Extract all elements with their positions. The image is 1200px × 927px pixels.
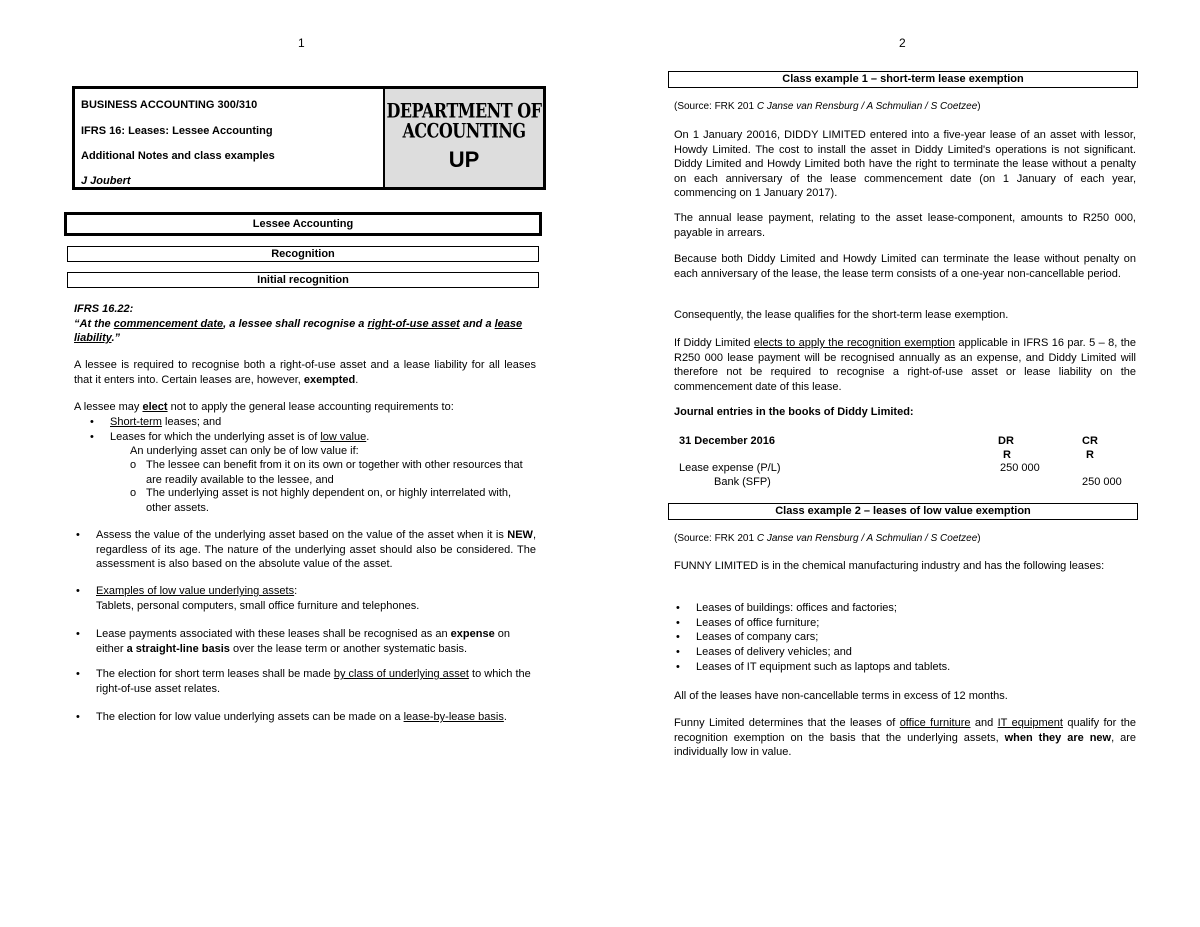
list-item: • Lease payments associated with these leases shall be recognised as an expense on either a straight-line basis over the lease term or another systematic basis.: [76, 628, 510, 655]
quote-text: and a: [459, 317, 495, 330]
text: on either: [96, 628, 510, 655]
list-item: • Leases of company cars;: [676, 630, 1136, 645]
list-item: • Leases of IT equipment such as laptops and tablets.: [676, 660, 1136, 675]
list-item: • Leases of buildings: offices and factories;: [676, 601, 1136, 616]
text: .: [355, 373, 359, 386]
text: leases; and: [161, 416, 222, 428]
example-1-paragraph: Consequently, the lease qualifies for the short-term lease exemption.: [674, 309, 1009, 321]
text: If Diddy Limited: [674, 337, 754, 349]
text: not to apply the general lease accounting requirements to:: [167, 401, 454, 413]
text: low value: [320, 431, 367, 443]
journal-date: 31 December 2016: [679, 435, 776, 447]
low-value-condition: An underlying asset can only be of low value if:: [130, 445, 359, 457]
quote-text: .”: [111, 332, 121, 345]
journal-dr-unit: R: [1003, 449, 1011, 461]
example-1-paragraph: Because both Diddy Limited and Howdy Limited can terminate the lease without penalty on each anniversary of the lease, the lease term consists of a one-year non-cancellable period.: [674, 253, 1136, 280]
list-item: • The election for low value underlying assets can be made on a lease-by-lease basis.: [76, 711, 507, 723]
text: Tablets, personal computers, small office furniture and telephones.: [96, 599, 420, 612]
journal-row-cr: 250 000: [1082, 476, 1122, 488]
notes-title: Additional Notes and class examples: [81, 150, 275, 162]
text: :: [294, 585, 298, 597]
text: .: [366, 431, 370, 443]
text: IT equipment: [997, 717, 1063, 729]
paragraph-elect: [74, 400, 536, 415]
example-1-title: Class example 1 – short-term lease exemption: [668, 71, 1138, 88]
department-logo: [385, 89, 543, 187]
text: C Janse van Rensburg / A Schmulian / S Coetzee: [756, 101, 978, 112]
header-course-info: [75, 89, 385, 187]
ifrs-quote: [74, 302, 536, 346]
example-2-title: Class example 2 – leases of low value exemption: [668, 503, 1138, 520]
text: , are individually low in value.: [674, 731, 1136, 759]
text: Leases of IT equipment such as laptops and tablets.: [696, 661, 951, 673]
journal-cr-unit: R: [1086, 449, 1094, 461]
journal-row-label: Bank (SFP): [714, 476, 771, 488]
quote-text: “At the: [74, 317, 114, 330]
section-title-initial: Initial recognition: [67, 272, 539, 288]
text: A lessee may: [74, 401, 143, 413]
dept-line-2: ACCOUNTING: [402, 118, 526, 143]
text: A lessee is required to recognise both a right-of-use asset and a lease liability for all leases that it enters into. Certain leases are, however,: [74, 359, 536, 386]
text: Funny Limited determines that the leases of: [674, 717, 900, 729]
section-title-recognition: Recognition: [67, 246, 539, 262]
text: Short-term: [110, 416, 162, 428]
page-2: [600, 0, 1200, 927]
list-item: • Assess the value of the underlying asset based on the value of the asset when it is NEW, regardless of its age. The nature of the underlying asset should also be considered. The assessment is also based on the absolute value of the asset.: [76, 529, 536, 571]
text: C Janse van Rensburg / A Schmulian / S Coetzee: [756, 533, 978, 544]
text: office furniture: [899, 717, 971, 729]
text: by class of underlying asset: [333, 668, 469, 680]
text-bold: when they are new: [1004, 731, 1112, 744]
quote-term: lease liability: [74, 317, 523, 345]
text: (Source: FRK 201: [674, 533, 757, 544]
list-item: • Leases for which the underlying asset is of low value.: [90, 431, 370, 443]
journal-row-dr: 250 000: [1000, 462, 1040, 474]
text: and: [970, 717, 998, 729]
list-item: • Leases of delivery vehicles; and: [676, 645, 1136, 660]
example-2-source: [674, 532, 1136, 547]
journal-row-label: Lease expense (P/L): [679, 462, 781, 474]
list-item: • Short-term leases; and: [90, 416, 222, 428]
dept-line-1: DEPARTMENT OF: [386, 98, 542, 123]
author: J Joubert: [81, 175, 131, 187]
example-1-paragraph: [674, 336, 1136, 394]
text: Assess the value of the underlying asset based on the value of the asset when it is: [96, 529, 508, 541]
example-1-source: [674, 100, 1136, 115]
text: applicable in IFRS 16 par. 5 – 8, the R250 000 lease payment will be recognised annually as an expense, and Diddy Limited will therefore not be required to recognise a right-of-use asset or lease liability on the commencement date of this lease.: [674, 337, 1136, 393]
page-number: 1: [298, 36, 305, 50]
text: .: [503, 711, 507, 723]
list-item: • Examples of low value underlying assets: Tablets, personal computers, small office furniture and telephones.: [76, 584, 536, 613]
text: ): [977, 533, 981, 544]
text-bold: a straight-line basis: [126, 642, 230, 655]
list-item: • Leases of office furniture;: [676, 616, 1136, 631]
paragraph-recognise: [74, 358, 536, 387]
text: over the lease term or another systematic basis.: [229, 642, 468, 655]
text: (Source: FRK 201: [674, 101, 757, 112]
page-number: 2: [899, 36, 906, 50]
text: elects to apply the recognition exemption: [753, 337, 955, 349]
quote-term: right-of-use asset: [367, 317, 460, 330]
sub-list-item: o The underlying asset is not highly dependent on, or highly interrelated with, other assets.: [130, 486, 536, 515]
text: The election for low value underlying assets can be made on a: [96, 711, 404, 723]
text-bold: NEW: [507, 529, 533, 541]
text: Lease payments associated with these leases shall be recognised as an: [96, 628, 451, 640]
journal-title: Journal entries in the books of Diddy Limited:: [674, 406, 914, 418]
text-bold: elect: [142, 401, 168, 413]
section-title-lessee: Lessee Accounting: [64, 212, 542, 236]
text-bold: exempted: [303, 373, 356, 386]
text: The election for short term leases shall be made: [96, 668, 334, 680]
topic-title: IFRS 16: Leases: Lessee Accounting: [81, 125, 273, 137]
journal-cr-header: CR: [1082, 435, 1098, 447]
text: to which the right-of-use asset relates.: [96, 668, 531, 695]
journal-dr-header: DR: [998, 435, 1014, 447]
ifrs-reference: IFRS 16.22:: [74, 303, 134, 315]
text: Leases of delivery vehicles; and: [696, 646, 852, 658]
example-2-paragraph: [674, 716, 1136, 760]
text: ): [977, 101, 981, 112]
sub-list-item: o The lessee can benefit from it on its own or together with other resources that are readily available to the lessee, and: [130, 458, 536, 487]
text: The lessee can benefit from it on its own or together with other resources that are readily available to the lessee, and: [146, 459, 523, 486]
text-bold: expense: [450, 628, 495, 640]
quote-term: commencement date: [113, 317, 224, 330]
header-box: [72, 86, 546, 190]
example-2-paragraph: All of the leases have non-cancellable terms in excess of 12 months.: [674, 690, 1008, 702]
dept-abbr: UP: [448, 147, 480, 172]
example-1-paragraph: On 1 January 20016, DIDDY LIMITED entered into a five-year lease of an asset with lessor, Howdy Limited. The cost to install the asset in Diddy Limited's operations is not significant. Diddy Limited and Howdy Limited both have the right to terminate the lease without a penalty on each anniversary of the lease commencement date (on 1 January of each year, commencing on 1 January 2017).: [674, 129, 1136, 200]
course-title: BUSINESS ACCOUNTING 300/310: [81, 99, 258, 111]
example-2-paragraph: FUNNY LIMITED is in the chemical manufacturing industry and has the following leases:: [674, 560, 1105, 572]
text: Leases of company cars;: [696, 631, 819, 643]
text: Leases for which the underlying asset is of: [110, 431, 321, 443]
example-1-paragraph: The annual lease payment, relating to the asset lease-component, amounts to R250 000, payable in arrears.: [674, 212, 1136, 239]
quote-text: , a lessee shall recognise a: [223, 317, 368, 330]
text: The underlying asset is not highly dependent on, or highly interrelated with, other assets.: [146, 487, 512, 514]
text: qualify for the recognition exemption on the basis that the underlying assets,: [674, 717, 1137, 744]
list-item: • The election for short term leases shall be made by class of underlying asset to which the right-of-use asset relates.: [76, 668, 531, 695]
text: lease-by-lease basis: [403, 711, 504, 723]
text: Leases of office furniture;: [696, 617, 820, 629]
text: Leases of buildings: offices and factories;: [696, 602, 897, 614]
text: , regardless of its age. The nature of the underlying asset should also be considered. The assessment is also based on the absolute value of the asset.: [96, 529, 536, 571]
text: Examples of low value underlying assets: [96, 585, 295, 597]
